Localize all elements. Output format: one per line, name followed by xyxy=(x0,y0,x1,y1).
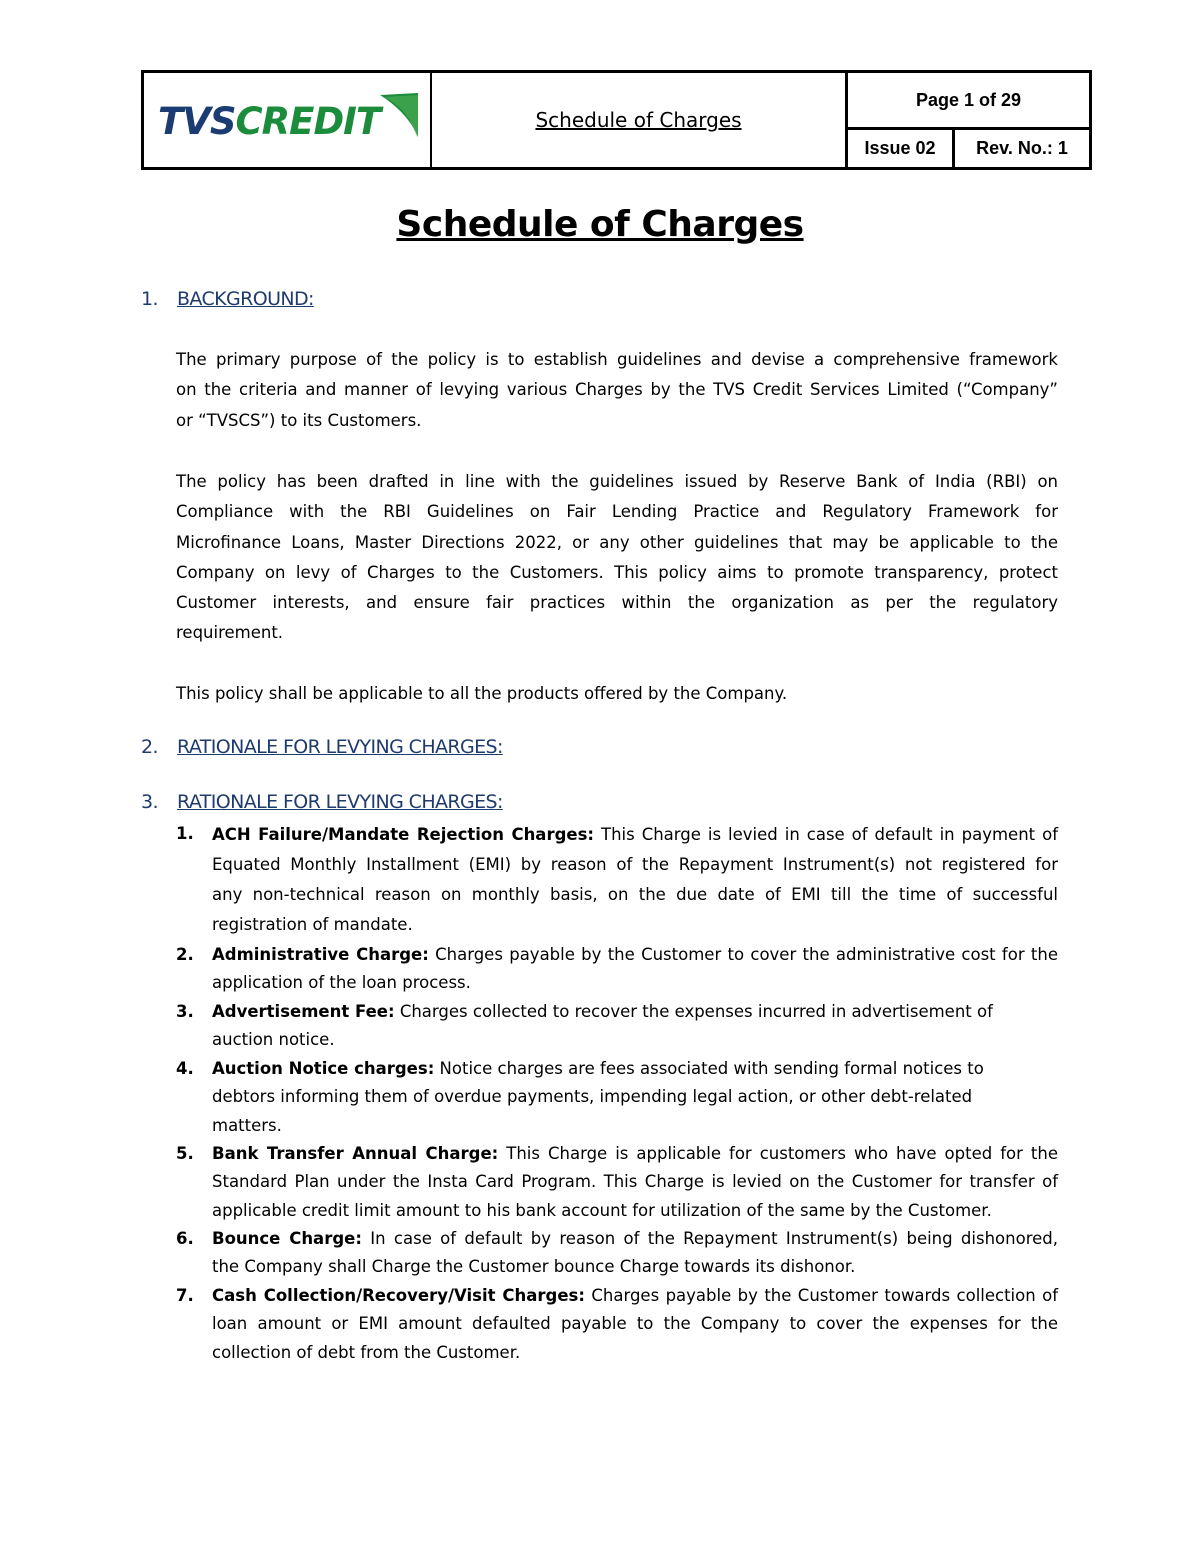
item-line: auction notice. xyxy=(212,1030,335,1050)
item-line: Equated Monthly Installment (EMI) by reason of the Repayment Instrument(s) not registered for xyxy=(212,855,1058,874)
background-paragraph-2 xyxy=(176,467,1058,649)
item-line: application of the loan process. xyxy=(212,973,471,993)
charge-term: Auction Notice charges: xyxy=(212,1059,435,1078)
page-number: Page 1 of 29 xyxy=(848,73,1089,130)
issue-number: Issue 02 xyxy=(848,130,955,167)
charge-term: Bank Transfer Annual Charge: xyxy=(212,1144,499,1163)
item-line xyxy=(212,1225,1058,1253)
paragraph-line: on the criteria and manner of levying various Charges by the TVS Credit Services Limited (“Company” xyxy=(176,380,1058,400)
section-label: RATIONALE FOR LEVYING CHARGES: xyxy=(177,736,503,758)
section-number: 3. xyxy=(141,791,158,813)
paragraph-line: The policy has been drafted in line with the guidelines issued by Reserve Bank of India (RBI) on xyxy=(176,472,1058,491)
charge-term: Cash Collection/Recovery/Visit Charges: xyxy=(212,1286,585,1305)
paragraph-line: Company on levy of Charges to the Customers. This policy aims to promote transparency, protect xyxy=(176,562,1058,582)
item-line xyxy=(212,1282,1058,1310)
logo-cell xyxy=(144,73,432,167)
logo-swoosh-icon xyxy=(378,91,422,143)
item-line: applicable credit limit amount to his bank account for utilization of the same by the Customer. xyxy=(212,1200,992,1220)
item-text: Charges collected to recover the expenses incurred in advertisement of xyxy=(394,1002,993,1021)
charge-term: Advertisement Fee: xyxy=(212,1002,395,1021)
paragraph-line: Customer interests, and ensure fair practices within the organization as per the regulatory xyxy=(176,593,1058,613)
item-line xyxy=(212,998,1058,1026)
item-text: Charges payable by the Customer to cover the administrative cost for the xyxy=(428,945,1058,964)
item-line xyxy=(212,1140,1058,1168)
header-title-cell xyxy=(432,73,848,167)
item-text: Notice charges are fees associated with sending formal notices to xyxy=(434,1059,984,1078)
item-number: 6. xyxy=(176,1229,194,1248)
item-line: registration of mandate. xyxy=(212,915,413,934)
charge-term: ACH Failure/Mandate Rejection Charges: xyxy=(212,825,595,844)
paragraph-line: The primary purpose of the policy is to establish guidelines and devise a comprehensive framework xyxy=(176,350,1058,369)
item-number: 3. xyxy=(176,1002,194,1021)
logo-credit-text: CREDIT xyxy=(235,100,381,143)
paragraph-line: or “TVSCS”) to its Customers. xyxy=(176,410,422,430)
section-number: 1. xyxy=(141,288,158,310)
logo-tvs-text: TVS xyxy=(158,100,236,143)
paragraph-line: requirement. xyxy=(176,623,284,643)
item-line xyxy=(212,820,1058,850)
header-doc-title: Schedule of Charges xyxy=(535,108,742,132)
background-paragraph-3 xyxy=(176,679,1058,709)
item-number: 4. xyxy=(176,1059,194,1078)
item-number: 2. xyxy=(176,945,194,964)
item-line: the Company shall Charge the Customer bounce Charge towards its dishonor. xyxy=(212,1257,856,1277)
tvs-credit-logo xyxy=(158,97,422,147)
charge-term: Bounce Charge: xyxy=(212,1229,362,1248)
item-line: Standard Plan under the Insta Card Program. This Charge is levied on the Customer for transfer of xyxy=(212,1172,1058,1192)
paragraph-line: This policy shall be applicable to all the products offered by the Company. xyxy=(176,684,788,703)
section-3-heading xyxy=(141,791,503,813)
item-line xyxy=(212,941,1058,969)
item-line: collection of debt from the Customer. xyxy=(212,1342,521,1362)
item-number: 7. xyxy=(176,1286,194,1305)
charge-term: Administrative Charge: xyxy=(212,945,429,964)
paragraph-line: Microfinance Loans, Master Directions 2022, or any other guidelines that may be applicable to the xyxy=(176,532,1058,552)
item-line: matters. xyxy=(212,1115,282,1135)
section-2-heading xyxy=(141,736,503,758)
item-number: 5. xyxy=(176,1144,194,1163)
item-line xyxy=(212,1055,1058,1083)
item-text: This Charge is applicable for customers who have opted for the xyxy=(498,1144,1058,1163)
section-label: RATIONALE FOR LEVYING CHARGES: xyxy=(177,791,503,813)
item-number: 1. xyxy=(176,824,194,843)
item-text: Charges payable by the Customer towards collection of xyxy=(584,1286,1059,1305)
item-text: In case of default by reason of the Repayment Instrument(s) being dishonored, xyxy=(361,1229,1058,1248)
item-line: any non-technical reason on monthly basis, on the due date of EMI till the time of successful xyxy=(212,885,1058,904)
section-1-heading xyxy=(141,288,314,310)
section-number: 2. xyxy=(141,736,158,758)
page-title: Schedule of Charges xyxy=(396,204,804,245)
document-header xyxy=(141,70,1092,170)
paragraph-line: Compliance with the RBI Guidelines on Fair Lending Practice and Regulatory Framework for xyxy=(176,502,1058,522)
revision-number: Rev. No.: 1 xyxy=(976,138,1068,158)
item-line: debtors informing them of overdue payments, impending legal action, or other debt-related xyxy=(212,1087,973,1107)
item-line: loan amount or EMI amount defaulted payable to the Company to cover the expenses for the xyxy=(212,1314,1058,1334)
item-text: This Charge is levied in case of default in payment of xyxy=(594,825,1059,844)
background-paragraph-1 xyxy=(176,345,1058,436)
section-label: BACKGROUND: xyxy=(177,288,314,310)
